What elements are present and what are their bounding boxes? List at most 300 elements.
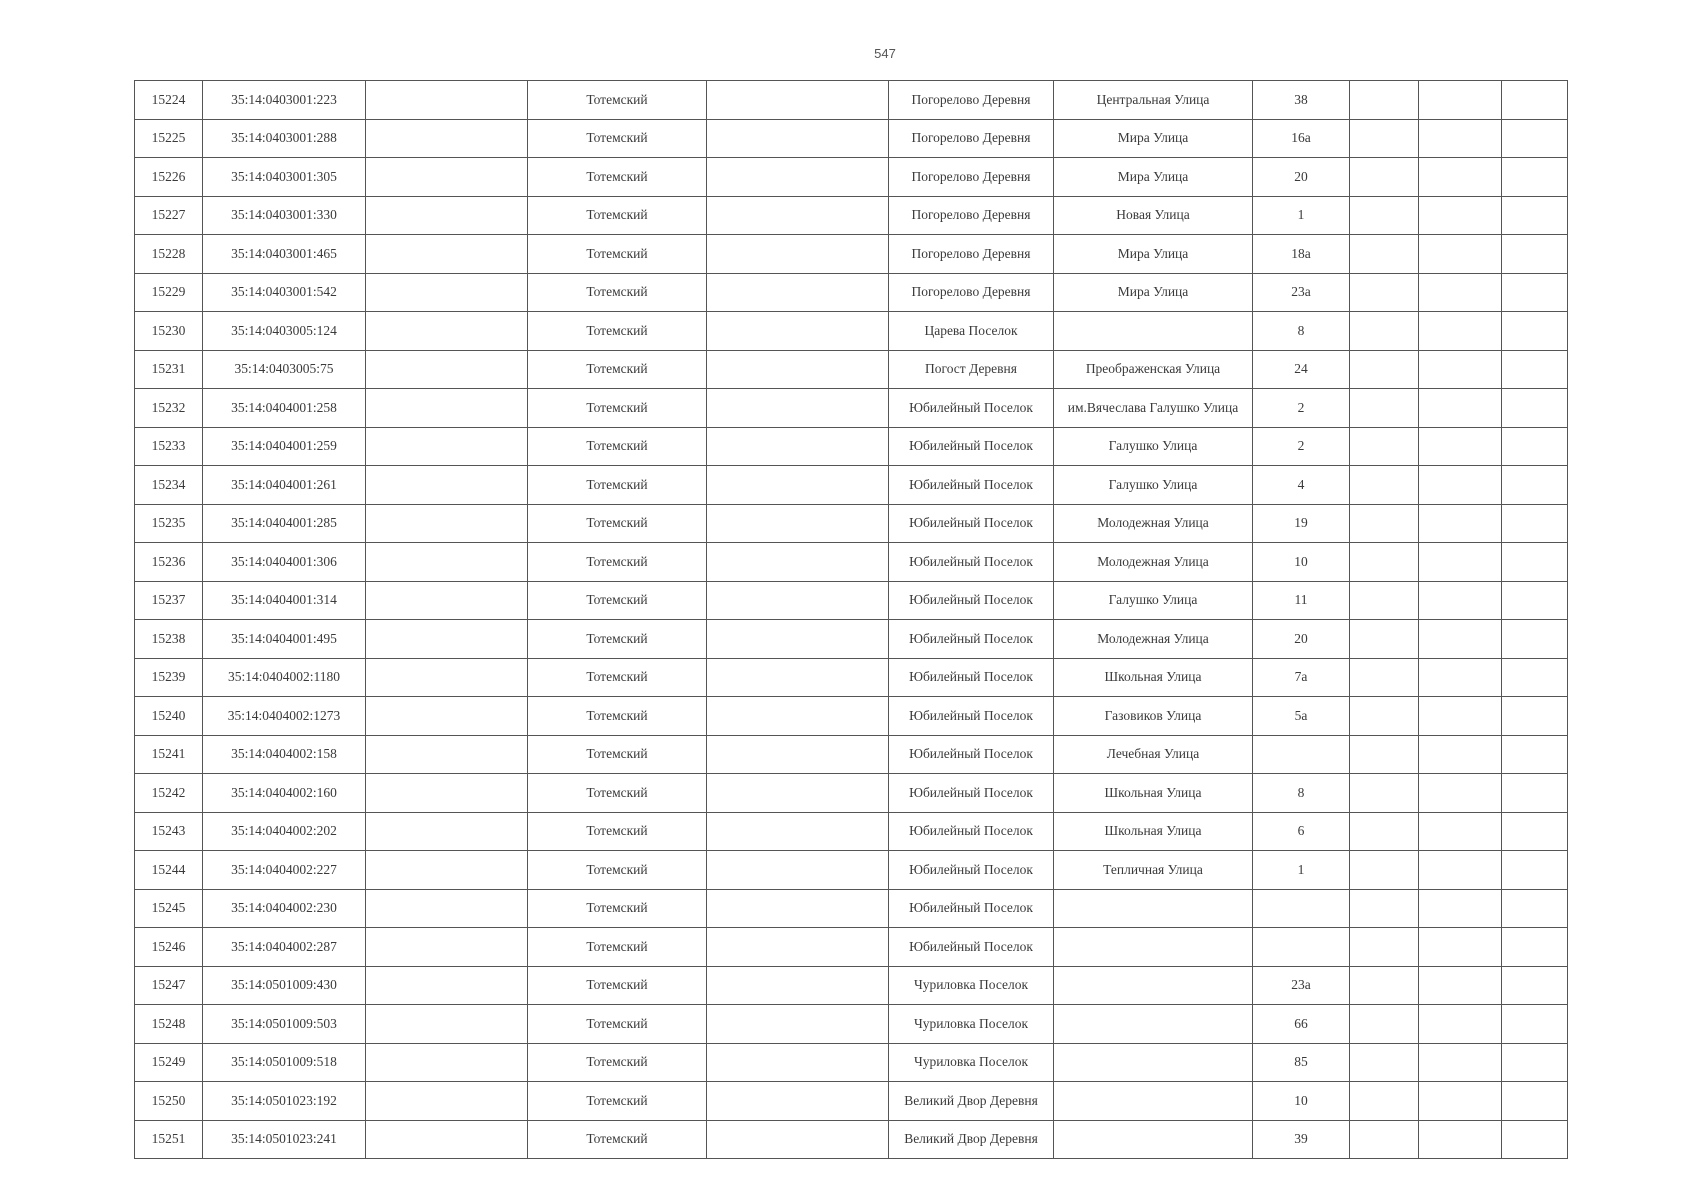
locality-cell: Юбилейный Поселок [889,466,1054,505]
street-cell: Галушко Улица [1054,466,1253,505]
empty-cell [707,1005,889,1044]
cadastral-number-cell: 35:14:0404001:495 [203,620,366,659]
table-row [135,543,1568,582]
empty-cell [1502,427,1568,466]
row-number-cell: 15240 [135,697,203,736]
empty-cell [1419,774,1502,813]
empty-cell [1350,350,1419,389]
cadastral-number-cell: 35:14:0404002:158 [203,735,366,774]
table-row [135,1005,1568,1044]
cadastral-number-cell: 35:14:0404001:261 [203,466,366,505]
cadastral-number-cell: 35:14:0403001:465 [203,235,366,274]
table-row [135,427,1568,466]
empty-cell [1350,928,1419,967]
table-row [135,620,1568,659]
table-row [135,158,1568,197]
cadastral-number-cell: 35:14:0403001:288 [203,119,366,158]
empty-cell [366,312,528,351]
empty-cell [366,466,528,505]
empty-cell [366,812,528,851]
empty-cell [707,543,889,582]
empty-cell [1419,389,1502,428]
empty-cell [1419,1120,1502,1159]
cadastral-number-cell: 35:14:0404002:1273 [203,697,366,736]
row-number-cell: 15237 [135,581,203,620]
cadastral-number-cell: 35:14:0501009:503 [203,1005,366,1044]
empty-cell [366,504,528,543]
empty-cell [1419,966,1502,1005]
locality-cell: Чуриловка Поселок [889,966,1054,1005]
empty-cell [366,889,528,928]
locality-cell: Юбилейный Поселок [889,389,1054,428]
empty-cell [1350,119,1419,158]
table-row [135,851,1568,890]
empty-cell [1502,966,1568,1005]
empty-cell [1502,774,1568,813]
empty-cell [1419,928,1502,967]
locality-cell: Чуриловка Поселок [889,1005,1054,1044]
district-cell: Тотемский [528,350,707,389]
empty-cell [1419,350,1502,389]
street-cell: Галушко Улица [1054,581,1253,620]
locality-cell: Юбилейный Поселок [889,774,1054,813]
empty-cell [1502,581,1568,620]
house-number-cell: 85 [1253,1043,1350,1082]
empty-cell [1419,119,1502,158]
empty-cell [366,658,528,697]
empty-cell [1502,273,1568,312]
cadastral-number-cell: 35:14:0404002:202 [203,812,366,851]
district-cell: Тотемский [528,697,707,736]
cadastral-number-cell: 35:14:0403001:330 [203,196,366,235]
street-cell [1054,889,1253,928]
district-cell: Тотемский [528,196,707,235]
house-number-cell [1253,889,1350,928]
table-row [135,889,1568,928]
street-cell [1054,966,1253,1005]
empty-cell [707,774,889,813]
empty-cell [1502,889,1568,928]
cadastral-number-cell: 35:14:0404002:227 [203,851,366,890]
empty-cell [366,1005,528,1044]
empty-cell [1350,427,1419,466]
row-number-cell: 15224 [135,81,203,120]
empty-cell [1502,119,1568,158]
empty-cell [1419,889,1502,928]
cadastral-number-cell: 35:14:0501023:241 [203,1120,366,1159]
page-number: 547 [874,46,896,61]
empty-cell [1419,196,1502,235]
empty-cell [1502,851,1568,890]
row-number-cell: 15233 [135,427,203,466]
house-number-cell: 11 [1253,581,1350,620]
row-number-cell: 15244 [135,851,203,890]
empty-cell [1350,273,1419,312]
house-number-cell [1253,928,1350,967]
empty-cell [707,1043,889,1082]
locality-cell: Юбилейный Поселок [889,889,1054,928]
table-row [135,697,1568,736]
empty-cell [366,196,528,235]
empty-cell [1502,812,1568,851]
district-cell: Тотемский [528,851,707,890]
empty-cell [707,851,889,890]
empty-cell [366,1120,528,1159]
empty-cell [1350,389,1419,428]
district-cell: Тотемский [528,658,707,697]
row-number-cell: 15248 [135,1005,203,1044]
row-number-cell: 15225 [135,119,203,158]
table-row [135,966,1568,1005]
table-row [135,812,1568,851]
empty-cell [366,81,528,120]
empty-cell [1350,504,1419,543]
district-cell: Тотемский [528,1043,707,1082]
locality-cell: Юбилейный Поселок [889,427,1054,466]
locality-cell: Юбилейный Поселок [889,812,1054,851]
empty-cell [707,812,889,851]
street-cell [1054,1005,1253,1044]
empty-cell [1350,851,1419,890]
row-number-cell: 15239 [135,658,203,697]
street-cell: Центральная Улица [1054,81,1253,120]
row-number-cell: 15251 [135,1120,203,1159]
empty-cell [1350,312,1419,351]
empty-cell [707,966,889,1005]
district-cell: Тотемский [528,928,707,967]
empty-cell [707,427,889,466]
empty-cell [1419,312,1502,351]
street-cell [1054,1043,1253,1082]
empty-cell [1502,928,1568,967]
empty-cell [366,350,528,389]
empty-cell [1350,1082,1419,1121]
locality-cell: Великий Двор Деревня [889,1120,1054,1159]
cadastral-number-cell: 35:14:0404002:160 [203,774,366,813]
cadastral-number-cell: 35:14:0404002:287 [203,928,366,967]
empty-cell [366,427,528,466]
row-number-cell: 15243 [135,812,203,851]
district-cell: Тотемский [528,1120,707,1159]
empty-cell [366,1043,528,1082]
empty-cell [1502,350,1568,389]
row-number-cell: 15241 [135,735,203,774]
district-cell: Тотемский [528,81,707,120]
row-number-cell: 15238 [135,620,203,659]
locality-cell: Юбилейный Поселок [889,735,1054,774]
empty-cell [366,697,528,736]
row-number-cell: 15249 [135,1043,203,1082]
district-cell: Тотемский [528,966,707,1005]
row-number-cell: 15229 [135,273,203,312]
locality-cell: Погорелово Деревня [889,235,1054,274]
empty-cell [1502,158,1568,197]
table-row [135,928,1568,967]
empty-cell [1419,543,1502,582]
locality-cell: Погорелово Деревня [889,81,1054,120]
empty-cell [1502,735,1568,774]
locality-cell: Погорелово Деревня [889,119,1054,158]
empty-cell [707,889,889,928]
row-number-cell: 15228 [135,235,203,274]
table-row [135,81,1568,120]
empty-cell [366,543,528,582]
house-number-cell: 18а [1253,235,1350,274]
row-number-cell: 15232 [135,389,203,428]
locality-cell: Чуриловка Поселок [889,1043,1054,1082]
row-number-cell: 15234 [135,466,203,505]
empty-cell [1502,466,1568,505]
empty-cell [366,1082,528,1121]
empty-cell [366,851,528,890]
empty-cell [366,774,528,813]
cadastral-number-cell: 35:14:0403001:305 [203,158,366,197]
house-number-cell: 20 [1253,158,1350,197]
empty-cell [707,928,889,967]
district-cell: Тотемский [528,735,707,774]
empty-cell [1502,658,1568,697]
house-number-cell: 16а [1253,119,1350,158]
street-cell: Преображенская Улица [1054,350,1253,389]
empty-cell [1350,466,1419,505]
house-number-cell: 4 [1253,466,1350,505]
empty-cell [1350,697,1419,736]
row-number-cell: 15231 [135,350,203,389]
registry-table [134,80,1568,1159]
street-cell [1054,312,1253,351]
empty-cell [1350,889,1419,928]
cadastral-number-cell: 35:14:0404001:258 [203,389,366,428]
empty-cell [366,119,528,158]
row-number-cell: 15242 [135,774,203,813]
empty-cell [707,312,889,351]
empty-cell [1502,196,1568,235]
empty-cell [707,389,889,428]
empty-cell [1350,1043,1419,1082]
cadastral-number-cell: 35:14:0403001:542 [203,273,366,312]
empty-cell [1419,81,1502,120]
cadastral-number-cell: 35:14:0404001:259 [203,427,366,466]
house-number-cell: 7а [1253,658,1350,697]
empty-cell [1502,504,1568,543]
empty-cell [366,389,528,428]
row-number-cell: 15247 [135,966,203,1005]
house-number-cell: 1 [1253,196,1350,235]
row-number-cell: 15226 [135,158,203,197]
locality-cell: Погорелово Деревня [889,273,1054,312]
street-cell: Мира Улица [1054,273,1253,312]
empty-cell [1419,427,1502,466]
locality-cell: Юбилейный Поселок [889,658,1054,697]
empty-cell [1419,504,1502,543]
empty-cell [1419,1005,1502,1044]
empty-cell [1502,620,1568,659]
cadastral-number-cell: 35:14:0404001:314 [203,581,366,620]
empty-cell [1419,1043,1502,1082]
empty-cell [707,235,889,274]
empty-cell [707,658,889,697]
empty-cell [707,697,889,736]
empty-cell [1350,620,1419,659]
street-cell: Школьная Улица [1054,774,1253,813]
row-number-cell: 15245 [135,889,203,928]
empty-cell [1350,658,1419,697]
empty-cell [1350,774,1419,813]
locality-cell: Юбилейный Поселок [889,851,1054,890]
table-row [135,273,1568,312]
cadastral-number-cell: 35:14:0404002:1180 [203,658,366,697]
row-number-cell: 15230 [135,312,203,351]
district-cell: Тотемский [528,119,707,158]
empty-cell [1350,543,1419,582]
empty-cell [1502,389,1568,428]
district-cell: Тотемский [528,774,707,813]
street-cell: Школьная Улица [1054,812,1253,851]
empty-cell [1502,543,1568,582]
house-number-cell: 6 [1253,812,1350,851]
house-number-cell: 23а [1253,966,1350,1005]
table-row [135,1082,1568,1121]
house-number-cell: 2 [1253,389,1350,428]
empty-cell [1419,697,1502,736]
table-row [135,350,1568,389]
street-cell [1054,1082,1253,1121]
street-cell: Школьная Улица [1054,658,1253,697]
table-row [135,196,1568,235]
empty-cell [707,466,889,505]
district-cell: Тотемский [528,620,707,659]
empty-cell [707,1120,889,1159]
empty-cell [1419,735,1502,774]
locality-cell: Царева Поселок [889,312,1054,351]
street-cell: им.Вячеслава Галушко Улица [1054,389,1253,428]
table-row [135,312,1568,351]
empty-cell [1502,81,1568,120]
street-cell: Молодежная Улица [1054,504,1253,543]
house-number-cell: 39 [1253,1120,1350,1159]
table-row [135,658,1568,697]
empty-cell [707,581,889,620]
empty-cell [1419,158,1502,197]
empty-cell [707,273,889,312]
empty-cell [1350,1005,1419,1044]
house-number-cell: 20 [1253,620,1350,659]
locality-cell: Великий Двор Деревня [889,1082,1054,1121]
street-cell: Лечебная Улица [1054,735,1253,774]
house-number-cell: 1 [1253,851,1350,890]
street-cell [1054,928,1253,967]
cadastral-number-cell: 35:14:0501023:192 [203,1082,366,1121]
empty-cell [1419,273,1502,312]
locality-cell: Юбилейный Поселок [889,581,1054,620]
empty-cell [707,350,889,389]
district-cell: Тотемский [528,158,707,197]
empty-cell [1350,235,1419,274]
empty-cell [1502,1120,1568,1159]
district-cell: Тотемский [528,466,707,505]
empty-cell [366,158,528,197]
house-number-cell: 5а [1253,697,1350,736]
cadastral-number-cell: 35:14:0501009:518 [203,1043,366,1082]
locality-cell: Юбилейный Поселок [889,620,1054,659]
table-row [135,235,1568,274]
empty-cell [707,196,889,235]
empty-cell [1502,697,1568,736]
empty-cell [1419,620,1502,659]
district-cell: Тотемский [528,427,707,466]
empty-cell [1350,1120,1419,1159]
table-row [135,1043,1568,1082]
table-row [135,119,1568,158]
empty-cell [366,966,528,1005]
table-row [135,504,1568,543]
district-cell: Тотемский [528,235,707,274]
house-number-cell: 66 [1253,1005,1350,1044]
house-number-cell: 23а [1253,273,1350,312]
house-number-cell: 10 [1253,1082,1350,1121]
district-cell: Тотемский [528,812,707,851]
house-number-cell: 8 [1253,774,1350,813]
house-number-cell: 19 [1253,504,1350,543]
empty-cell [1350,966,1419,1005]
locality-cell: Юбилейный Поселок [889,504,1054,543]
street-cell: Молодежная Улица [1054,543,1253,582]
table-row [135,389,1568,428]
street-cell: Тепличная Улица [1054,851,1253,890]
table-body [135,81,1568,1159]
empty-cell [707,81,889,120]
empty-cell [366,620,528,659]
street-cell: Газовиков Улица [1054,697,1253,736]
district-cell: Тотемский [528,1005,707,1044]
empty-cell [366,273,528,312]
street-cell [1054,1120,1253,1159]
empty-cell [1350,81,1419,120]
table-row [135,466,1568,505]
district-cell: Тотемский [528,581,707,620]
empty-cell [1350,581,1419,620]
district-cell: Тотемский [528,389,707,428]
locality-cell: Юбилейный Поселок [889,697,1054,736]
district-cell: Тотемский [528,889,707,928]
empty-cell [1419,235,1502,274]
table-row [135,581,1568,620]
empty-cell [366,735,528,774]
empty-cell [366,581,528,620]
cadastral-number-cell: 35:14:0404001:285 [203,504,366,543]
empty-cell [1350,158,1419,197]
cadastral-number-cell: 35:14:0403001:223 [203,81,366,120]
empty-cell [1350,812,1419,851]
table-row [135,1120,1568,1159]
table-row [135,735,1568,774]
locality-cell: Погорелово Деревня [889,158,1054,197]
cadastral-number-cell: 35:14:0404002:230 [203,889,366,928]
empty-cell [1419,466,1502,505]
cadastral-number-cell: 35:14:0501009:430 [203,966,366,1005]
locality-cell: Погост Деревня [889,350,1054,389]
district-cell: Тотемский [528,312,707,351]
empty-cell [1502,312,1568,351]
district-cell: Тотемский [528,504,707,543]
empty-cell [707,735,889,774]
street-cell: Молодежная Улица [1054,620,1253,659]
locality-cell: Погорелово Деревня [889,196,1054,235]
empty-cell [1419,812,1502,851]
empty-cell [1419,581,1502,620]
cadastral-number-cell: 35:14:0403005:75 [203,350,366,389]
empty-cell [707,620,889,659]
